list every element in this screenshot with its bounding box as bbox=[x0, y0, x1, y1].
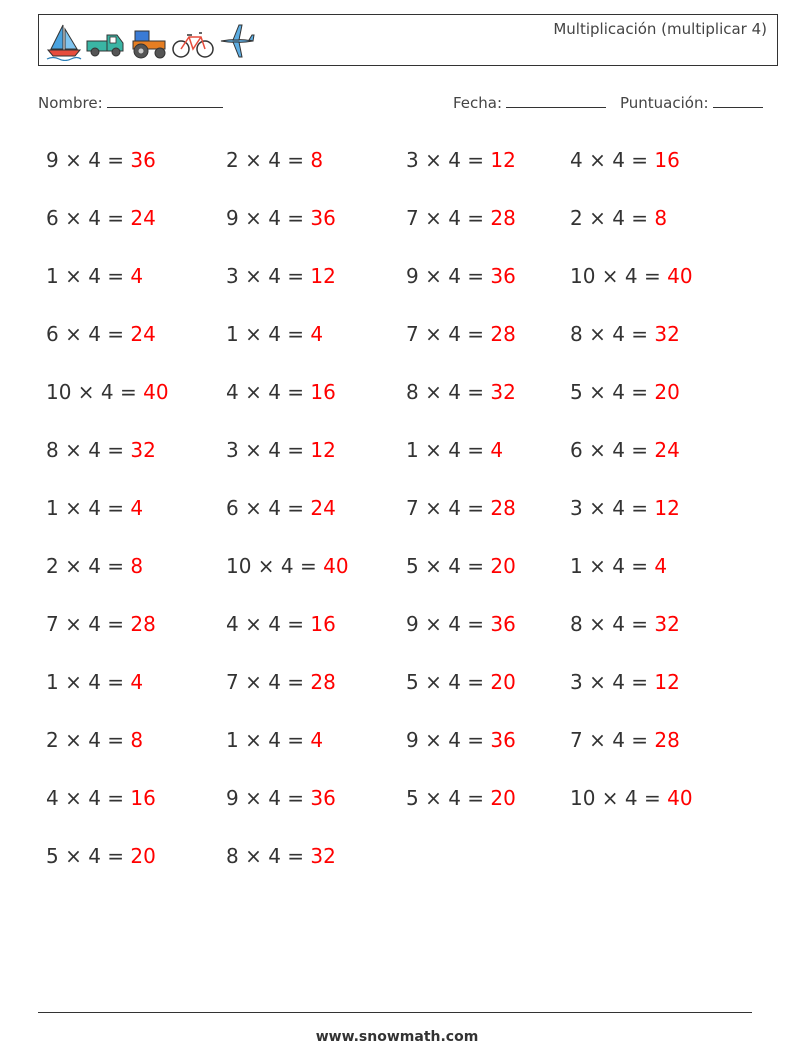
problem-question: 3 × 4 = bbox=[226, 264, 305, 288]
problem-answer: 36 bbox=[490, 728, 516, 752]
problem-question: 2 × 4 = bbox=[46, 554, 125, 578]
problem-answer: 16 bbox=[310, 612, 336, 636]
problem-question: 7 × 4 = bbox=[406, 496, 485, 520]
problem-question: 9 × 4 = bbox=[226, 786, 305, 810]
problem-answer: 12 bbox=[654, 670, 680, 694]
problem-item bbox=[46, 496, 143, 520]
problem-answer: 16 bbox=[130, 786, 156, 810]
problem-answer: 36 bbox=[310, 206, 336, 230]
problem-item bbox=[46, 206, 156, 230]
problem-item bbox=[226, 554, 349, 578]
problem-answer: 20 bbox=[130, 844, 156, 868]
problem-answer: 24 bbox=[654, 438, 680, 462]
problem-question: 7 × 4 = bbox=[406, 206, 485, 230]
problem-item bbox=[570, 322, 680, 346]
problem-question: 4 × 4 = bbox=[46, 786, 125, 810]
problem-item bbox=[46, 554, 143, 578]
problem-question: 2 × 4 = bbox=[570, 206, 649, 230]
problem-question: 8 × 4 = bbox=[226, 844, 305, 868]
problem-question: 10 × 4 = bbox=[570, 264, 661, 288]
problem-question: 5 × 4 = bbox=[46, 844, 125, 868]
problem-answer: 28 bbox=[490, 206, 516, 230]
problem-question: 8 × 4 = bbox=[570, 612, 649, 636]
bicycle-icon bbox=[171, 21, 215, 61]
problem-item bbox=[46, 844, 156, 868]
problem-question: 2 × 4 = bbox=[46, 728, 125, 752]
problem-item bbox=[406, 554, 516, 578]
problem-item bbox=[46, 380, 169, 404]
problem-item bbox=[570, 148, 680, 172]
problem-question: 1 × 4 = bbox=[226, 322, 305, 346]
problem-question: 3 × 4 = bbox=[570, 496, 649, 520]
problem-answer: 20 bbox=[490, 786, 516, 810]
problem-answer: 40 bbox=[667, 786, 693, 810]
problem-item bbox=[226, 322, 323, 346]
sailboat-icon bbox=[45, 21, 83, 61]
problem-answer: 40 bbox=[667, 264, 693, 288]
problem-answer: 32 bbox=[310, 844, 336, 868]
problem-answer: 24 bbox=[130, 206, 156, 230]
problem-answer: 4 bbox=[654, 554, 668, 578]
problem-item bbox=[46, 728, 143, 752]
problem-question: 5 × 4 = bbox=[406, 786, 485, 810]
problem-question: 3 × 4 = bbox=[570, 670, 649, 694]
problem-item bbox=[406, 786, 516, 810]
problem-question: 1 × 4 = bbox=[406, 438, 485, 462]
problem-item bbox=[570, 380, 680, 404]
problem-question: 2 × 4 = bbox=[226, 148, 305, 172]
problem-question: 1 × 4 = bbox=[46, 670, 125, 694]
problem-question: 9 × 4 = bbox=[226, 206, 305, 230]
problem-answer: 8 bbox=[130, 728, 144, 752]
problem-answer: 28 bbox=[490, 322, 516, 346]
problem-answer: 4 bbox=[310, 728, 324, 752]
problem-answer: 24 bbox=[130, 322, 156, 346]
problem-answer: 36 bbox=[310, 786, 336, 810]
problem-question: 7 × 4 = bbox=[406, 322, 485, 346]
problem-question: 3 × 4 = bbox=[406, 148, 485, 172]
problem-item bbox=[570, 438, 680, 462]
problem-item bbox=[46, 264, 143, 288]
problem-answer: 28 bbox=[130, 612, 156, 636]
problem-item bbox=[226, 206, 336, 230]
problem-question: 9 × 4 = bbox=[406, 728, 485, 752]
worksheet-header bbox=[38, 14, 778, 66]
problem-answer: 12 bbox=[310, 438, 336, 462]
problem-item bbox=[570, 206, 667, 230]
problem-item bbox=[570, 728, 680, 752]
date-blank[interactable] bbox=[506, 93, 606, 108]
problem-question: 1 × 4 = bbox=[46, 496, 125, 520]
problem-item bbox=[226, 380, 336, 404]
problem-item bbox=[406, 264, 516, 288]
problem-item bbox=[226, 438, 336, 462]
problem-item bbox=[570, 612, 680, 636]
footer-website: www.snowmath.com bbox=[315, 1029, 479, 1045]
problem-question: 7 × 4 = bbox=[226, 670, 305, 694]
name-blank[interactable] bbox=[107, 93, 223, 108]
problem-item bbox=[570, 670, 680, 694]
date-label: Fecha: bbox=[453, 94, 503, 112]
problem-question: 8 × 4 = bbox=[46, 438, 125, 462]
student-fields bbox=[38, 93, 770, 117]
problem-answer: 20 bbox=[654, 380, 680, 404]
problem-item bbox=[570, 554, 667, 578]
tractor-icon bbox=[129, 21, 169, 61]
problem-answer: 40 bbox=[143, 380, 169, 404]
problem-question: 5 × 4 = bbox=[406, 670, 485, 694]
problem-item bbox=[406, 496, 516, 520]
problem-question: 4 × 4 = bbox=[226, 612, 305, 636]
problem-question: 1 × 4 = bbox=[226, 728, 305, 752]
problem-answer: 36 bbox=[490, 612, 516, 636]
problem-answer: 28 bbox=[310, 670, 336, 694]
problem-answer: 32 bbox=[130, 438, 156, 462]
problem-question: 6 × 4 = bbox=[46, 206, 125, 230]
problem-answer: 28 bbox=[654, 728, 680, 752]
problem-answer: 8 bbox=[130, 554, 144, 578]
problem-answer: 12 bbox=[310, 264, 336, 288]
problem-question: 10 × 4 = bbox=[46, 380, 137, 404]
problem-item bbox=[406, 380, 516, 404]
score-blank[interactable] bbox=[713, 93, 763, 108]
problem-answer: 20 bbox=[490, 554, 516, 578]
problem-item bbox=[226, 786, 336, 810]
problem-question: 6 × 4 = bbox=[226, 496, 305, 520]
problem-item bbox=[570, 264, 693, 288]
problem-answer: 16 bbox=[654, 148, 680, 172]
problem-answer: 32 bbox=[490, 380, 516, 404]
problem-item bbox=[570, 496, 680, 520]
problem-question: 8 × 4 = bbox=[570, 322, 649, 346]
problem-question: 4 × 4 = bbox=[570, 148, 649, 172]
problem-item bbox=[406, 148, 516, 172]
problem-item bbox=[406, 438, 503, 462]
problem-item bbox=[570, 786, 693, 810]
problem-answer: 4 bbox=[490, 438, 504, 462]
problem-answer: 8 bbox=[654, 206, 668, 230]
problem-question: 10 × 4 = bbox=[570, 786, 661, 810]
problem-item bbox=[406, 322, 516, 346]
problem-item bbox=[406, 728, 516, 752]
problem-question: 1 × 4 = bbox=[46, 264, 125, 288]
problem-question: 5 × 4 = bbox=[570, 380, 649, 404]
name-label: Nombre: bbox=[38, 94, 103, 112]
worksheet-title: Multiplicación (multiplicar 4) bbox=[553, 20, 767, 38]
pickup-truck-icon bbox=[85, 21, 127, 61]
problem-answer: 20 bbox=[490, 670, 516, 694]
score-label: Puntuación: bbox=[620, 94, 709, 112]
problem-item bbox=[46, 438, 156, 462]
problem-answer: 4 bbox=[130, 670, 144, 694]
problem-item bbox=[226, 496, 336, 520]
problem-answer: 4 bbox=[130, 264, 144, 288]
problem-answer: 32 bbox=[654, 322, 680, 346]
problem-question: 6 × 4 = bbox=[46, 322, 125, 346]
problem-answer: 12 bbox=[490, 148, 516, 172]
problem-item bbox=[226, 728, 323, 752]
problem-question: 4 × 4 = bbox=[226, 380, 305, 404]
footer-divider bbox=[38, 1012, 752, 1013]
problem-item bbox=[226, 264, 336, 288]
problem-item bbox=[406, 670, 516, 694]
problem-answer: 28 bbox=[490, 496, 516, 520]
problem-item bbox=[226, 844, 336, 868]
problem-question: 3 × 4 = bbox=[226, 438, 305, 462]
problem-item bbox=[226, 670, 336, 694]
problem-question: 7 × 4 = bbox=[570, 728, 649, 752]
problem-answer: 4 bbox=[310, 322, 324, 346]
airplane-icon bbox=[217, 21, 257, 61]
problem-answer: 36 bbox=[130, 148, 156, 172]
problem-question: 8 × 4 = bbox=[406, 380, 485, 404]
problem-item bbox=[46, 148, 156, 172]
problem-question: 9 × 4 = bbox=[46, 148, 125, 172]
problem-item bbox=[46, 670, 143, 694]
problem-item bbox=[226, 148, 323, 172]
problem-question: 9 × 4 = bbox=[406, 612, 485, 636]
name-field bbox=[38, 93, 223, 112]
problem-answer: 16 bbox=[310, 380, 336, 404]
problem-question: 1 × 4 = bbox=[570, 554, 649, 578]
problem-question: 6 × 4 = bbox=[570, 438, 649, 462]
problem-answer: 32 bbox=[654, 612, 680, 636]
problem-answer: 4 bbox=[130, 496, 144, 520]
problem-answer: 40 bbox=[323, 554, 349, 578]
score-field bbox=[620, 93, 763, 112]
problem-item bbox=[406, 612, 516, 636]
problem-item bbox=[406, 206, 516, 230]
date-field bbox=[453, 93, 606, 112]
problem-item bbox=[46, 786, 156, 810]
problem-question: 5 × 4 = bbox=[406, 554, 485, 578]
problem-item bbox=[46, 612, 156, 636]
problem-answer: 36 bbox=[490, 264, 516, 288]
problem-item bbox=[46, 322, 156, 346]
problem-answer: 24 bbox=[310, 496, 336, 520]
problem-answer: 8 bbox=[310, 148, 324, 172]
problem-answer: 12 bbox=[654, 496, 680, 520]
problem-question: 10 × 4 = bbox=[226, 554, 317, 578]
problem-question: 7 × 4 = bbox=[46, 612, 125, 636]
problem-item bbox=[226, 612, 336, 636]
header-icons bbox=[45, 21, 257, 61]
problem-question: 9 × 4 = bbox=[406, 264, 485, 288]
